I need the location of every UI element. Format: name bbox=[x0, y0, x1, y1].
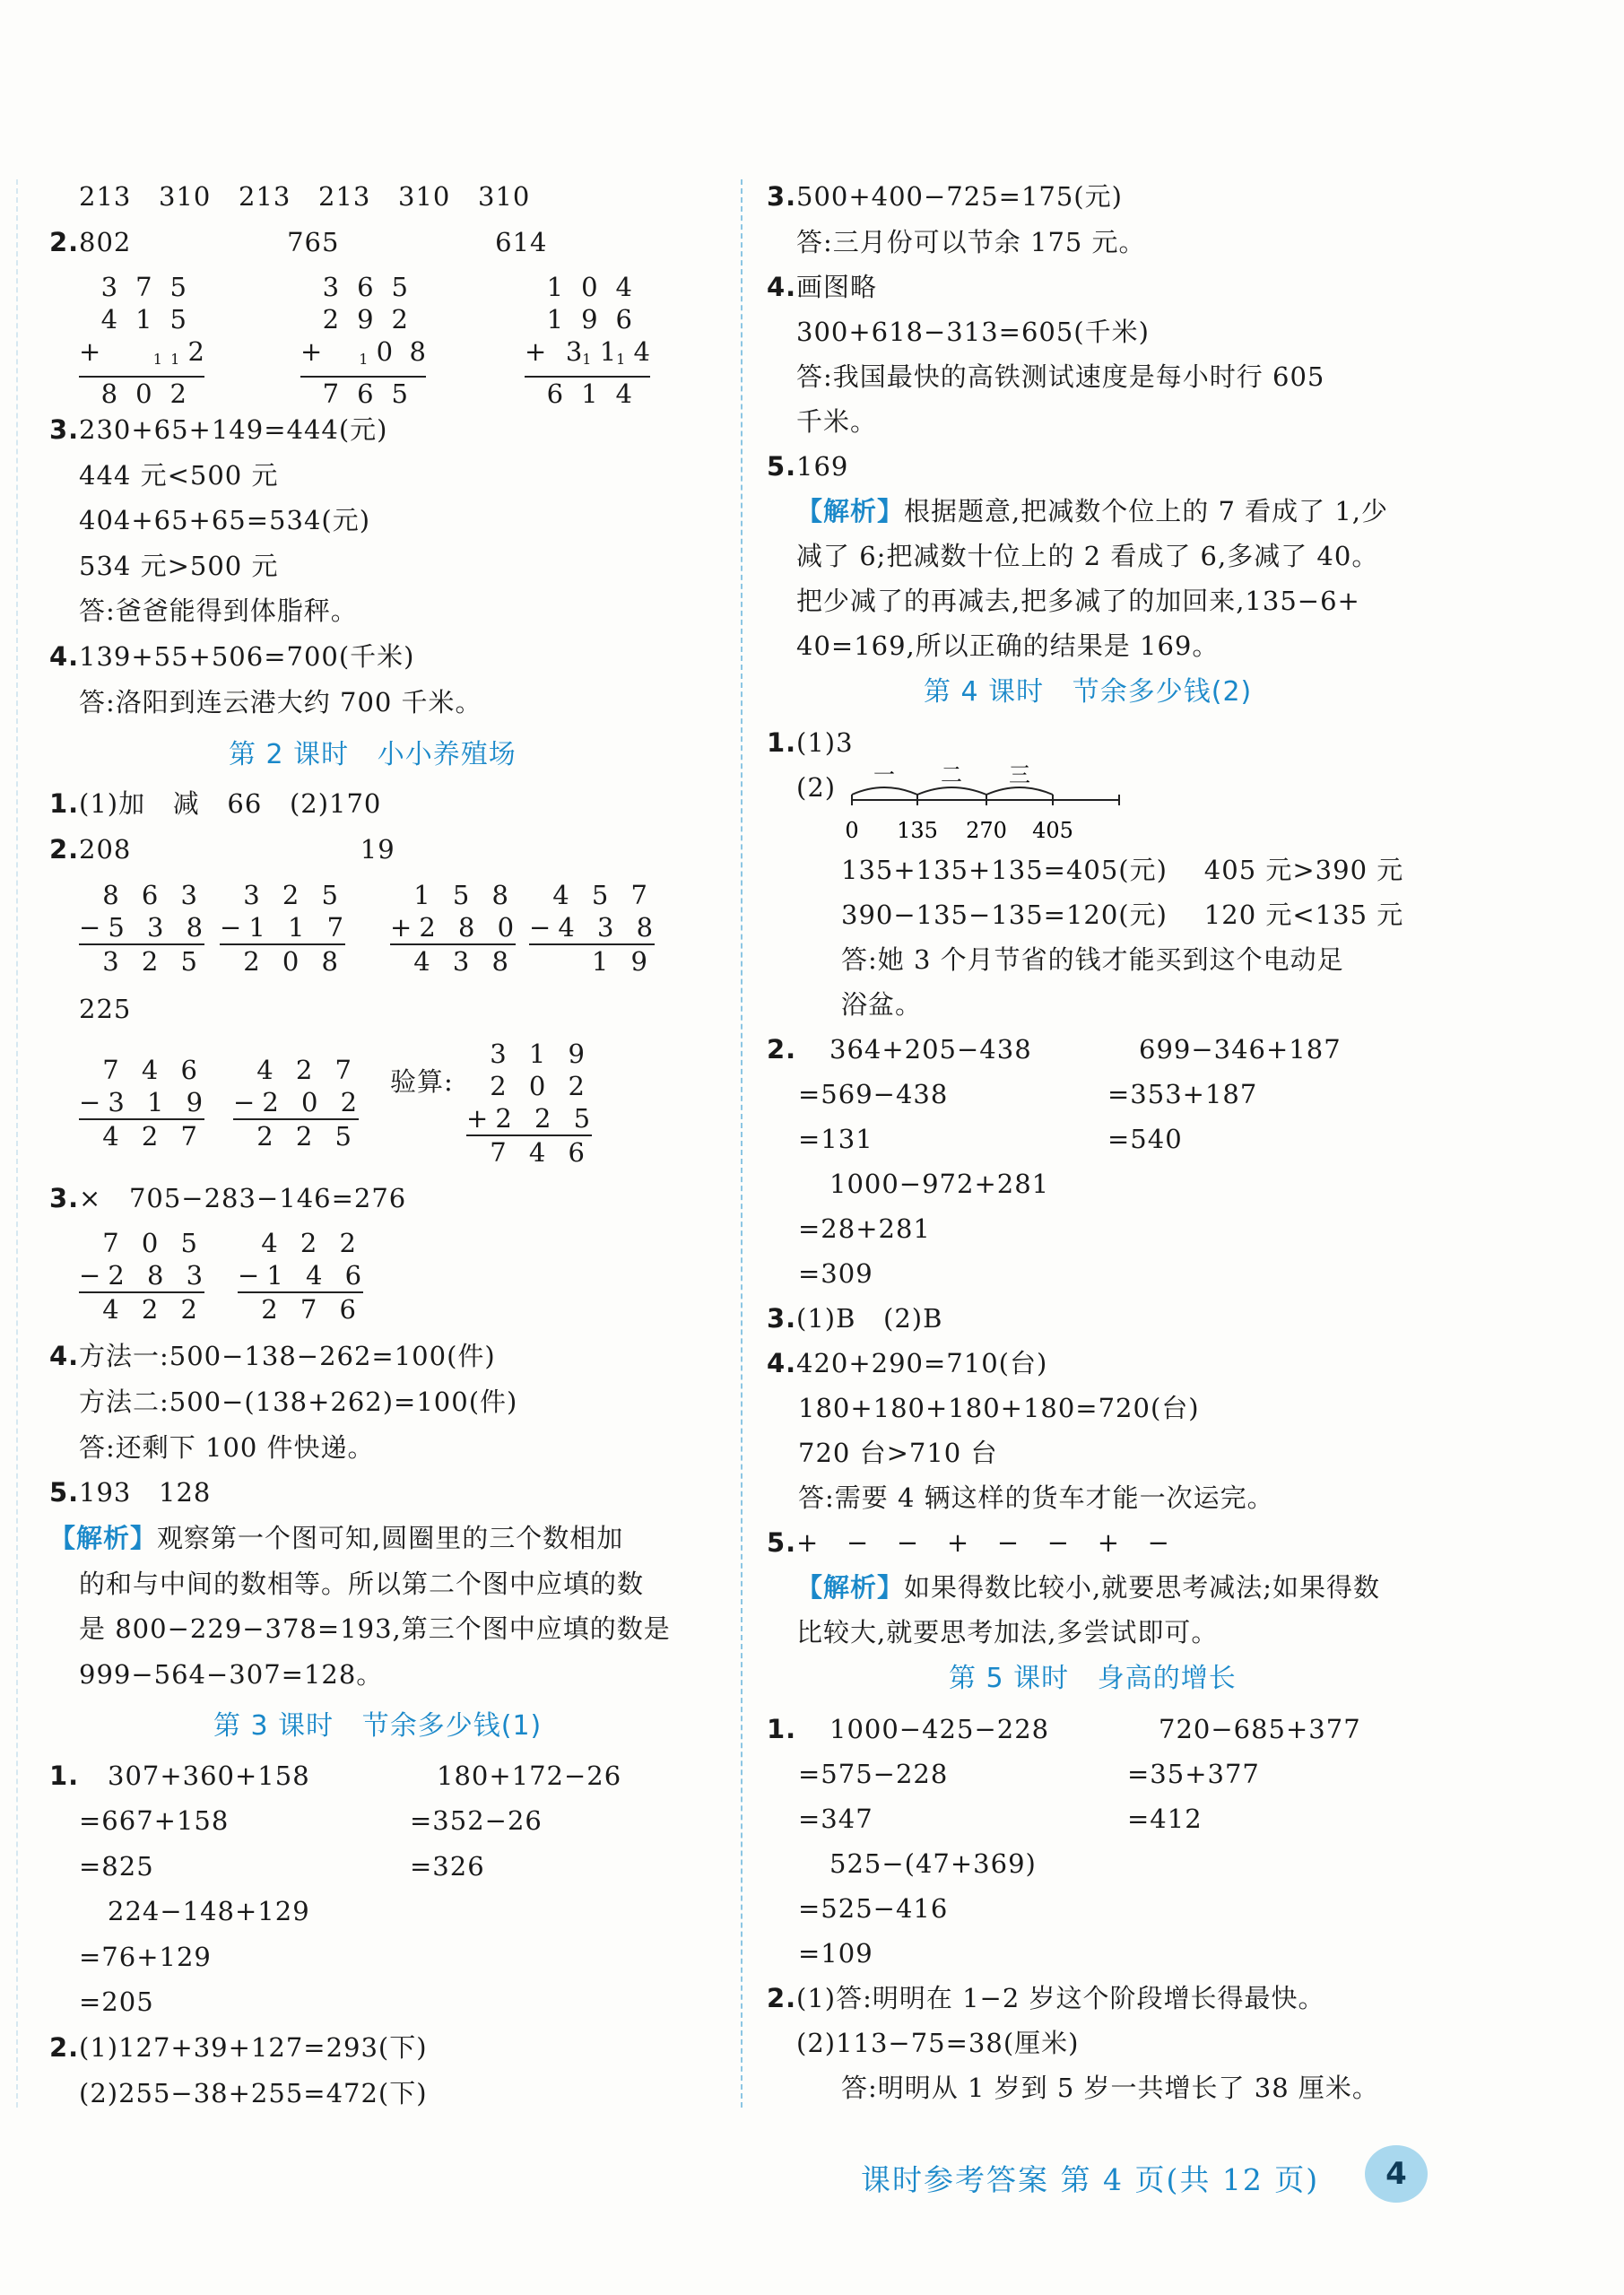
question-number: 5. bbox=[767, 451, 797, 482]
question-number: 2. bbox=[49, 227, 80, 257]
question-number: 2. bbox=[767, 1034, 797, 1065]
answer-line: 浴盆。 bbox=[841, 989, 923, 1020]
calc-operator: − bbox=[238, 1260, 267, 1291]
vertical-calculation bbox=[220, 879, 352, 978]
calc-row bbox=[79, 1259, 211, 1291]
vertical-calculation bbox=[79, 271, 204, 410]
calc-digit: 2 bbox=[187, 336, 204, 367]
calc-row: 1 5 8 bbox=[413, 880, 516, 910]
calc-digit: 4 bbox=[633, 336, 650, 367]
answer-line: =540 bbox=[1107, 1124, 1183, 1154]
question-number: 3. bbox=[49, 414, 80, 445]
question-number: 2. bbox=[49, 834, 80, 865]
answer-line: 420+290=710(台) bbox=[796, 1348, 1048, 1378]
calc-digit: 1 bbox=[599, 336, 617, 367]
calc-row bbox=[79, 911, 211, 943]
answer-line: =309 bbox=[798, 1258, 873, 1289]
calc-result: 4 3 8 bbox=[413, 946, 516, 977]
answer-line: 169 bbox=[796, 451, 849, 482]
vertical-calculation bbox=[79, 1054, 211, 1152]
calc-result: 614 bbox=[546, 378, 650, 409]
calc-row bbox=[390, 911, 522, 943]
answer-line: 404+65+65=534(元) bbox=[79, 505, 371, 535]
analysis-tag: 【解析】 bbox=[796, 1572, 905, 1603]
brace-one bbox=[852, 787, 917, 795]
answer-line: 答:还剩下 100 件快递。 bbox=[79, 1432, 375, 1463]
diagram-label: 一 bbox=[873, 762, 895, 787]
question-number: 5. bbox=[49, 1477, 80, 1508]
calc-result: 2 2 5 bbox=[256, 1121, 359, 1152]
question-number: 4. bbox=[49, 641, 80, 672]
explanation-line: 比较大,就要思考加法,多尝试即可。 bbox=[796, 1617, 1219, 1647]
diagram-tick-label: 270 bbox=[966, 818, 1007, 843]
calc-digits: 2 0 2 bbox=[262, 1087, 365, 1117]
answer-line: 720 台>710 台 bbox=[798, 1438, 998, 1468]
carry-digit: 1 bbox=[616, 351, 626, 368]
page-number-badge: 4 bbox=[1365, 2145, 1428, 2203]
calc-digits: 5 3 8 bbox=[108, 912, 211, 943]
calc-operator: − bbox=[79, 1087, 109, 1117]
diagram-label: 二 bbox=[941, 762, 962, 787]
answer-line: =825 bbox=[79, 1851, 154, 1882]
calc-row bbox=[529, 911, 661, 943]
page-footer: 课时参考答案 第 4 页(共 12 页) bbox=[861, 2162, 1320, 2197]
answer-line: 534 元>500 元 bbox=[79, 551, 279, 581]
calc-row: 365 bbox=[322, 272, 426, 302]
explanation-text: 观察第一个图可知,圆圈里的三个数相加 bbox=[157, 1523, 624, 1553]
calc-operator: + bbox=[300, 336, 323, 367]
calc-row: 7 0 5 bbox=[102, 1228, 204, 1258]
calc-operator: − bbox=[233, 1087, 263, 1117]
answer-line: =76+129 bbox=[79, 1942, 212, 1972]
check-label: 验算: bbox=[390, 1066, 454, 1097]
calc-row: 4 5 7 bbox=[552, 880, 655, 910]
answer-line: 答:爸爸能得到体脂秤。 bbox=[79, 595, 358, 626]
answer-line: 208 19 bbox=[79, 834, 395, 865]
section-title: 第 2 课时 小小养殖场 bbox=[229, 739, 517, 770]
vertical-calculation bbox=[79, 879, 211, 978]
calc-row: 3 1 9 bbox=[490, 1039, 592, 1069]
calc-row: 292 bbox=[322, 304, 426, 335]
calc-digit: 1 bbox=[170, 351, 180, 368]
diagram-label: 三 bbox=[1009, 762, 1030, 787]
diagram-tick-label: 0 bbox=[845, 818, 859, 843]
section-title: 第 5 课时 身高的增长 bbox=[949, 1663, 1237, 1694]
calc-digits: 2 8 3 bbox=[108, 1260, 211, 1291]
answer-line: =109 bbox=[798, 1938, 873, 1969]
answer-line: =667+158 bbox=[79, 1805, 230, 1836]
answer-line: 699−346+187 bbox=[1139, 1034, 1342, 1065]
answer-line: 390−135−135=120(元) 120 元<135 元 bbox=[841, 900, 1404, 930]
calc-digit: 0 bbox=[376, 336, 394, 367]
answer-line: =353+187 bbox=[1107, 1079, 1258, 1109]
explanation-text: 根据题意,把减数个位上的 7 看成了 1,少 bbox=[904, 496, 1389, 526]
question-number: 4. bbox=[767, 272, 797, 302]
calc-operator: − bbox=[79, 1260, 109, 1291]
calc-row bbox=[466, 1102, 598, 1134]
answer-line: 方法一:500−138−262=100(件) bbox=[79, 1341, 496, 1371]
calc-result: 765 bbox=[322, 378, 426, 409]
explanation-line: 是 800−229−378=193,第三个图中应填的数是 bbox=[79, 1613, 671, 1644]
answer-line: 画图略 bbox=[796, 272, 878, 302]
answer-line: + − − + − − + − bbox=[796, 1527, 1170, 1558]
answer-line: 答:三月份可以节余 175 元。 bbox=[796, 227, 1146, 257]
answer-line: =28+281 bbox=[798, 1213, 931, 1244]
answer-line: =569−438 bbox=[798, 1079, 949, 1109]
vertical-calculation bbox=[79, 1227, 211, 1326]
calc-result: 4 2 2 bbox=[102, 1294, 204, 1325]
question-number: 3. bbox=[49, 1183, 80, 1213]
vertical-calculation bbox=[300, 271, 426, 410]
vertical-calculation bbox=[238, 1227, 369, 1326]
brace-three bbox=[986, 787, 1053, 795]
calc-operator: − bbox=[79, 912, 109, 943]
calc-result: 4 2 7 bbox=[102, 1121, 204, 1152]
calc-operator: + bbox=[525, 336, 547, 367]
answer-line: =525−416 bbox=[798, 1893, 949, 1924]
question-number: 2. bbox=[767, 1983, 797, 2013]
answer-line: (1)答:明明在 1−2 岁这个阶段增长得最快。 bbox=[796, 1983, 1325, 2013]
explanation-line: 40=169,所以正确的结果是 169。 bbox=[796, 630, 1220, 661]
calc-result: 1 9 bbox=[591, 946, 655, 977]
calc-operator: − bbox=[529, 912, 559, 943]
question-number: 4. bbox=[49, 1341, 80, 1371]
answer-line: 千米。 bbox=[796, 406, 878, 437]
question-number: 5. bbox=[767, 1527, 797, 1558]
calc-row: 196 bbox=[546, 304, 650, 335]
answer-line: 802 765 614 bbox=[79, 227, 548, 257]
analysis-tag: 【解析】 bbox=[49, 1523, 158, 1553]
calc-row: 415 bbox=[100, 304, 204, 335]
explanation-line bbox=[796, 495, 1388, 527]
answer-line: 1000−972+281 bbox=[829, 1169, 1050, 1199]
answer-line: 180+172−26 bbox=[437, 1760, 622, 1791]
answer-line: =205 bbox=[79, 1986, 154, 2017]
calc-digits: 4 3 8 bbox=[558, 912, 661, 943]
answer-line: (1)3 bbox=[796, 727, 854, 758]
explanation-line: 把少减了的再减去,把多减了的加回来,135−6+ bbox=[796, 586, 1360, 616]
calc-row bbox=[300, 335, 426, 376]
vertical-calculation bbox=[525, 271, 650, 410]
explanation-line: 减了 6;把减数十位上的 2 看成了 6,多减了 40。 bbox=[796, 541, 1379, 571]
calc-row bbox=[220, 911, 352, 943]
explanation-text: 如果得数比较小,就要思考减法;如果得数 bbox=[904, 1572, 1381, 1603]
calc-row: 2 0 2 bbox=[490, 1071, 592, 1101]
carry-digit: 1 bbox=[582, 351, 592, 368]
answer-line: 500+400−725=175(元) bbox=[796, 181, 1123, 212]
answer-line: =412 bbox=[1127, 1804, 1203, 1834]
calc-row: 7 4 6 bbox=[102, 1055, 204, 1085]
answer-line: 193 128 bbox=[79, 1477, 212, 1508]
explanation-line bbox=[49, 1522, 623, 1554]
calc-digit: 1 bbox=[152, 351, 162, 368]
answer-line: 1000−425−228 bbox=[829, 1714, 1050, 1744]
calc-row: 104 bbox=[546, 272, 650, 302]
calc-operator: + bbox=[466, 1103, 496, 1134]
answer-line: =35+377 bbox=[1127, 1759, 1260, 1789]
question-number: 1. bbox=[49, 788, 80, 819]
calc-digits: 2 8 0 bbox=[419, 912, 522, 943]
section-title: 第 4 课时 节余多少钱(2) bbox=[924, 676, 1253, 708]
calc-digits: 1 4 6 bbox=[266, 1260, 369, 1291]
question-number: 1. bbox=[49, 1760, 80, 1791]
calc-row: 4 2 2 bbox=[261, 1228, 363, 1258]
answer-line: (1)127+39+127=293(下) bbox=[79, 2032, 428, 2063]
answer-line: 307+360+158 bbox=[108, 1760, 310, 1791]
calc-result: 7 4 6 bbox=[490, 1137, 592, 1168]
brace-two bbox=[917, 787, 986, 795]
answer-line: =131 bbox=[798, 1124, 873, 1154]
diagram-tick-label: 135 bbox=[897, 818, 938, 843]
answer-line: (2)113−75=38(厘米) bbox=[796, 2028, 1080, 2058]
calc-row bbox=[525, 335, 650, 376]
answer-line: 444 元<500 元 bbox=[79, 460, 279, 491]
answer-line: 答:她 3 个月节省的钱才能买到这个电动足 bbox=[841, 944, 1344, 975]
calc-row: 4 2 7 bbox=[256, 1055, 359, 1085]
section-title: 第 3 课时 节余多少钱(1) bbox=[213, 1710, 543, 1742]
explanation-line: 的和与中间的数相等。所以第二个图中应填的数 bbox=[79, 1569, 645, 1599]
left-column bbox=[0, 0, 744, 2295]
calc-operator: + bbox=[390, 912, 420, 943]
answer-line: (2) bbox=[796, 772, 837, 803]
explanation-line: 999−564−307=128。 bbox=[79, 1659, 384, 1690]
calc-operator: − bbox=[220, 912, 249, 943]
calc-digit: 3 bbox=[565, 336, 583, 367]
answer-line: 答:我国最快的高铁测试速度是每小时行 605 bbox=[796, 361, 1325, 392]
vertical-calculation bbox=[529, 879, 661, 978]
question-number: 1. bbox=[767, 727, 797, 758]
calc-digits: 1 1 7 bbox=[248, 912, 352, 943]
question-number: 2. bbox=[49, 2032, 80, 2063]
answer-line: 720−685+377 bbox=[1159, 1714, 1361, 1744]
calc-result: 3 2 5 bbox=[102, 946, 204, 977]
answer-line: 364+205−438 bbox=[829, 1034, 1032, 1065]
calc-row: 3 2 5 bbox=[243, 880, 345, 910]
answer-line: (2)255−38+255=472(下) bbox=[79, 2078, 428, 2108]
answer-line: 224−148+129 bbox=[108, 1896, 310, 1926]
explanation-line bbox=[796, 1571, 1380, 1604]
answer-line: 答:明明从 1 岁到 5 岁一共增长了 38 厘米。 bbox=[841, 2073, 1379, 2103]
calc-row bbox=[238, 1259, 369, 1291]
question-number: 1. bbox=[767, 1714, 797, 1744]
question-number: 3. bbox=[767, 1303, 797, 1334]
answer-line: 230+65+149=444(元) bbox=[79, 414, 388, 445]
calc-row bbox=[79, 1086, 211, 1118]
calc-result: 2 7 6 bbox=[261, 1294, 363, 1325]
calc-row bbox=[233, 1086, 365, 1118]
answer-line: 225 bbox=[79, 994, 132, 1024]
answer-line: 300+618−313=605(千米) bbox=[796, 317, 1150, 347]
answer-line: 139+55+506=700(千米) bbox=[79, 641, 415, 672]
answer-line: 180+180+180+180=720(台) bbox=[798, 1393, 1200, 1423]
answer-line: 135+135+135=405(元) 405 元>390 元 bbox=[841, 855, 1404, 885]
right-column bbox=[744, 0, 1624, 2295]
answer-line: (1)B (2)B bbox=[796, 1303, 943, 1334]
answer-line: 525−(47+369) bbox=[829, 1848, 1037, 1879]
question-number: 4. bbox=[767, 1348, 797, 1378]
vertical-calculation bbox=[390, 879, 522, 978]
calc-row: 375 bbox=[100, 272, 204, 302]
question-number: 3. bbox=[767, 181, 797, 212]
calc-row bbox=[79, 335, 204, 376]
answer-line: 答:需要 4 辆这样的货车才能一次运完。 bbox=[798, 1482, 1274, 1513]
answer-line: =575−228 bbox=[798, 1759, 949, 1789]
calc-digits: 3 1 9 bbox=[108, 1087, 211, 1117]
answer-line: 方法二:500−(138+262)=100(件) bbox=[79, 1387, 518, 1417]
calc-operator: + bbox=[79, 336, 101, 367]
calc-row: 8 6 3 bbox=[102, 880, 204, 910]
vertical-calculation bbox=[466, 1038, 598, 1169]
calc-digit: 8 bbox=[409, 336, 426, 367]
answer-line: 213 310 213 213 310 310 bbox=[79, 181, 531, 212]
calc-digit: 1 bbox=[359, 351, 369, 368]
calc-result: 802 bbox=[100, 378, 204, 409]
analysis-tag: 【解析】 bbox=[796, 496, 905, 526]
answer-line: × 705−283−146=276 bbox=[79, 1183, 407, 1213]
answer-line: =352−26 bbox=[410, 1805, 543, 1836]
answer-line: 答:洛阳到连云港大约 700 千米。 bbox=[79, 687, 482, 717]
diagram-tick-label: 405 bbox=[1032, 818, 1073, 843]
calc-digits: 2 2 5 bbox=[495, 1103, 598, 1134]
answer-line: (1)加 减 66 (2)170 bbox=[79, 788, 382, 819]
segment-diagram bbox=[841, 762, 1128, 852]
answer-line: =347 bbox=[798, 1804, 873, 1834]
vertical-calculation bbox=[233, 1054, 365, 1152]
answer-line: =326 bbox=[410, 1851, 485, 1882]
calc-result: 2 0 8 bbox=[243, 946, 345, 977]
